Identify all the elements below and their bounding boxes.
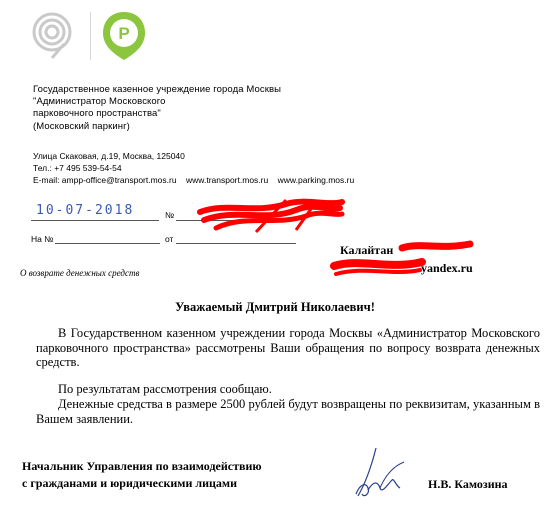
org-name-line-3: парковочного пространства": [33, 108, 161, 119]
signatory-title-line-1: Начальник Управления по взаимодействию: [22, 459, 262, 473]
salutation: Уважаемый Дмитрий Николаевич!: [175, 300, 375, 314]
from-label: от: [165, 234, 174, 244]
body-paragraph-1: В Государственном казенном учреждении города Москвы «Администратор Московского парковочного пространства» рассмотрены Ваши обращения по вопросу возврата денежных средств.: [36, 326, 540, 369]
parking-logo: [100, 10, 148, 62]
letter-subject: О возврате денежных средств: [20, 268, 140, 278]
org-email-web: E-mail: ampp-office@transport.mos.ru www.transport.mos.ru www.parking.mos.ru: [33, 175, 355, 185]
redaction-scribble-addressee: [330, 236, 480, 280]
org-name-line-2: "Администратор Московского: [33, 96, 166, 107]
ampp-grey-logo: [28, 10, 76, 60]
body-paragraph-3: Денежные средства в размере 2500 рублей будут возвращены по реквизитам, указанным в Вашем заявлении.: [36, 397, 540, 426]
addressee-name: Калайтан: [340, 243, 394, 257]
body-paragraph-2: По результатам рассмотрения сообщаю.: [58, 382, 272, 396]
org-name-line-1: Государственное казенное учреждение города Москвы: [33, 84, 282, 95]
registration-date-stamp: 10-07-2018: [36, 203, 135, 218]
org-name-line-4: (Московский паркинг): [33, 121, 130, 132]
reply-date-underline: [176, 243, 296, 244]
redaction-scribble-number: [196, 196, 346, 236]
org-phone: Тел.: +7 495 539-54-54: [33, 163, 122, 173]
signatory-name: Н.В. Камозина: [428, 477, 508, 491]
logo-divider: [90, 12, 91, 60]
reply-number-underline: [55, 243, 160, 244]
handwritten-signature: [350, 444, 410, 502]
org-address: Улица Скаковая, д.19, Москва, 125040: [33, 151, 185, 161]
addressee-email: yandex.ru: [421, 261, 473, 275]
reply-to-label: На №: [31, 234, 54, 244]
number-label: №: [165, 210, 175, 220]
svg-text:P: P: [118, 24, 130, 43]
date-underline: [31, 220, 159, 221]
signatory-title-line-2: с гражданами и юридическими лицами: [22, 476, 238, 490]
